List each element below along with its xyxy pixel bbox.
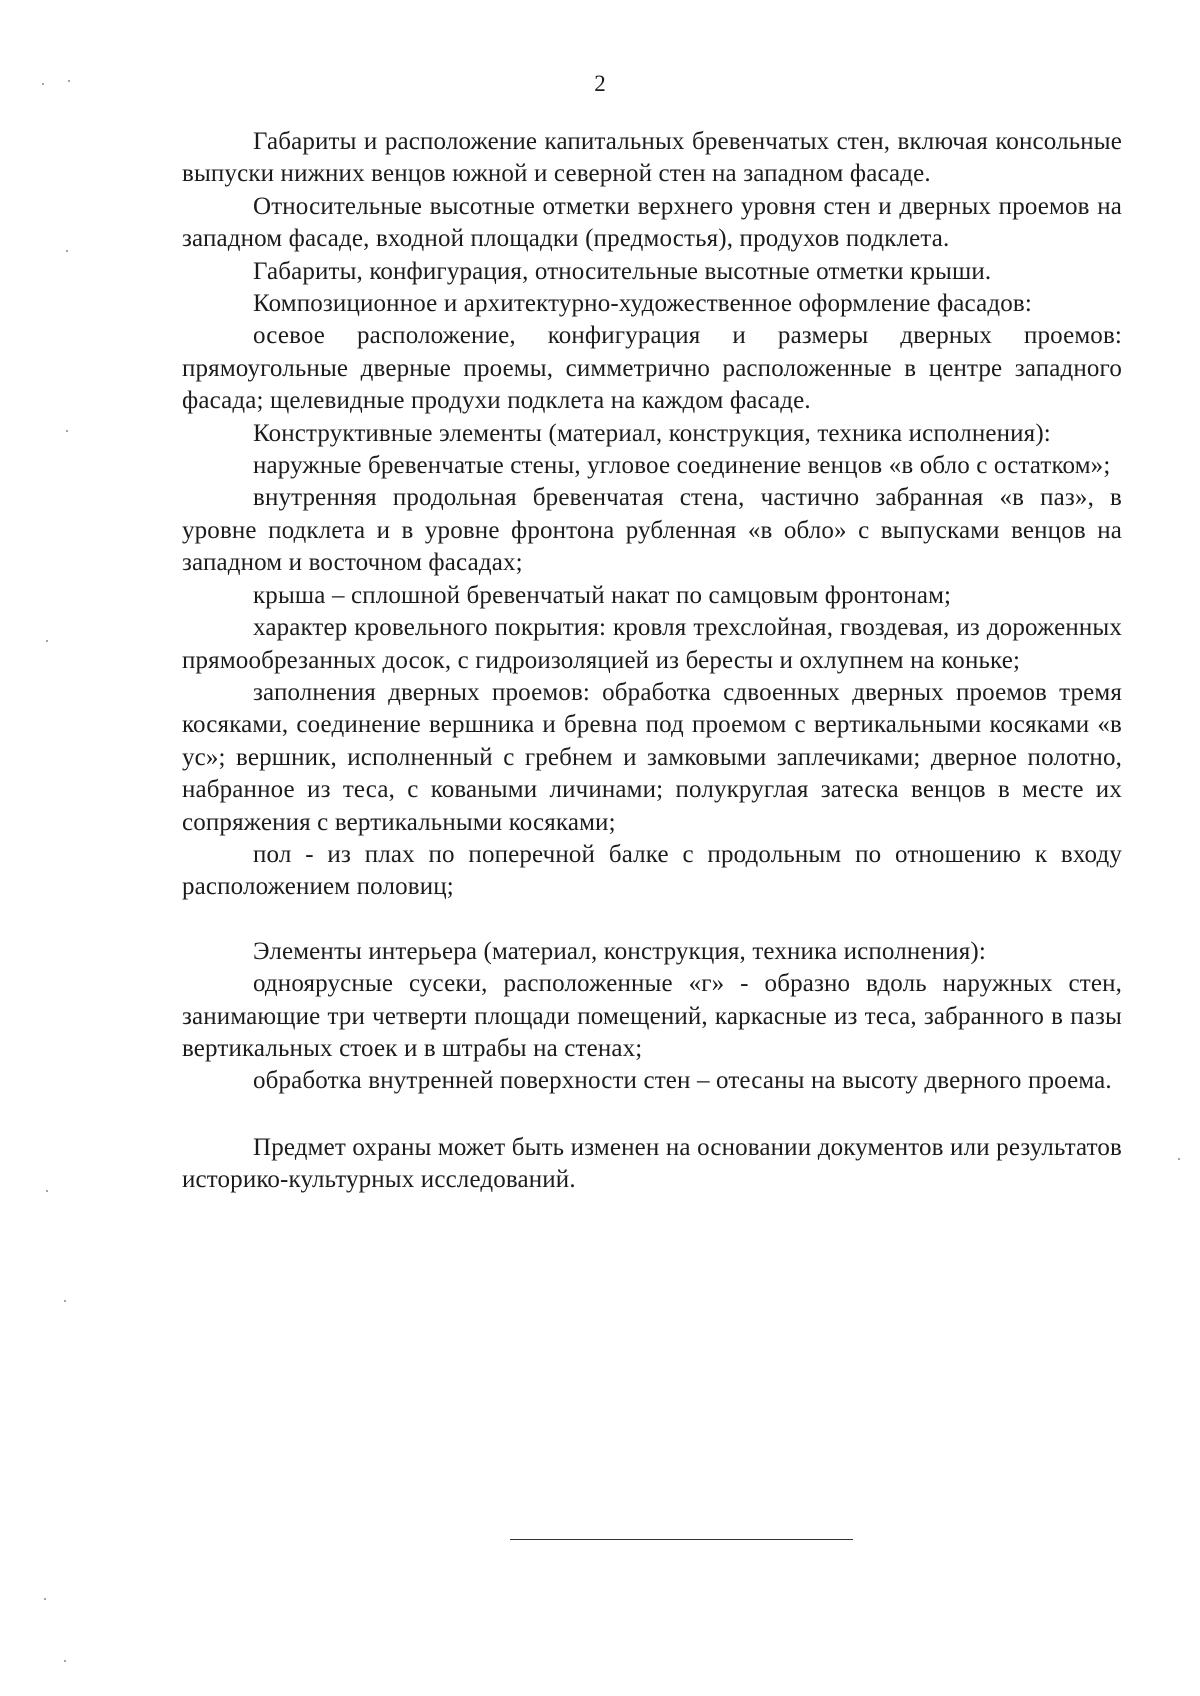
paragraph-gap [182,904,1122,936]
scan-speck [64,1300,66,1302]
paragraph-roof-dimensions: Габариты, конфигурация, относительные высотные отметки крыши. [253,257,992,285]
document-body [182,126,1122,1197]
scan-speck [1178,1158,1180,1160]
paragraph-walls-dimensions: Габариты и расположение капитальных бревенчатых стен, включая консольные выпуски нижних венцов южной и северной стен на западном фасаде. [182,128,1122,188]
scan-speck [44,1598,46,1600]
paragraph-outer-walls: наружные бревенчатые стены, угловое соединение венцов «в обло с остатком»; [253,452,1111,480]
scan-speck [64,1660,66,1662]
scan-speck [46,1190,48,1192]
paragraph-gap [182,1098,1122,1132]
page-number: 2 [594,71,606,96]
paragraph-protection-note: Предмет охраны может быть изменен на основании документов или результатов историко-культурных исследований. [182,1133,1122,1194]
paragraph-door-openings: осевое расположение, конфигурация и размеры дверных проемов: прямоугольные дверные проемы, симметрично расположенные в центре западного фасада; щелевидные продухи подклета на каждом фасаде. [182,322,1122,415]
paragraph-roof: крыша – сплошной бревенчатый накат по самцовым фронтонам; [253,581,952,609]
closing-rule [510,1539,853,1540]
paragraph-interior-elements: Элементы интерьера (материал, конструкция, техника исполнения): [253,937,986,965]
paragraph-wall-surface: обработка внутренней поверхности стен – отесаны на высоту дверного проема. [253,1067,1112,1095]
paragraph-bins: одноярусные сусеки, расположенные «г» - образно вдоль наружных стен, занимающие три четверти площади помещений, каркасные из теса, забранного в пазы вертикальных стоек и в штрабы на стенах; [182,970,1122,1062]
paragraph-structural-elements: Конструктивные элементы (материал, конструкция, техника исполнения): [253,419,1051,447]
paragraph-door-fillings: заполнения дверных проемов: обработка сдвоенных дверных проемов тремя косяками, соединение вершника и бревна под проемом с вертикальными косяками «в ус»; вершник, исполненный с гребнем и замковыми заплечиками; дверное полотно, набранное из теса, с коваными личинами; полукруглая затеска венцов в месте их сопряжения с вертикальными косяками; [182,678,1122,836]
scan-speck [46,640,48,642]
paragraph-inner-wall: внутренняя продольная бревенчатая стена, частично забранная «в паз», в уровне подклета и в уровне фронтона рубленная «в обло» с выпусками венцов на западном и восточном фасадах; [182,484,1122,577]
scan-speck [68,80,70,82]
scan-speck [42,83,44,85]
paragraph-height-marks: Относительные высотные отметки верхнего уровня стен и дверных проемов на западном фасаде, входной площадки (предмостья), продухов подклета. [182,192,1122,253]
paragraph-roof-covering: характер кровельного покрытия: кровля трехслойная, гвоздевая, из дороженных прямообрезанных досок, с гидроизоляцией из бересты и охлупнем на коньке; [182,614,1122,674]
scan-speck [66,250,68,252]
scan-speck [66,430,68,432]
paragraph-facade-design: Композиционное и архитектурно-художественное оформление фасадов: [253,290,1032,318]
paragraph-floor: пол - из плах по поперечной балке с продольным по отношению к входу расположением половиц; [182,840,1122,901]
